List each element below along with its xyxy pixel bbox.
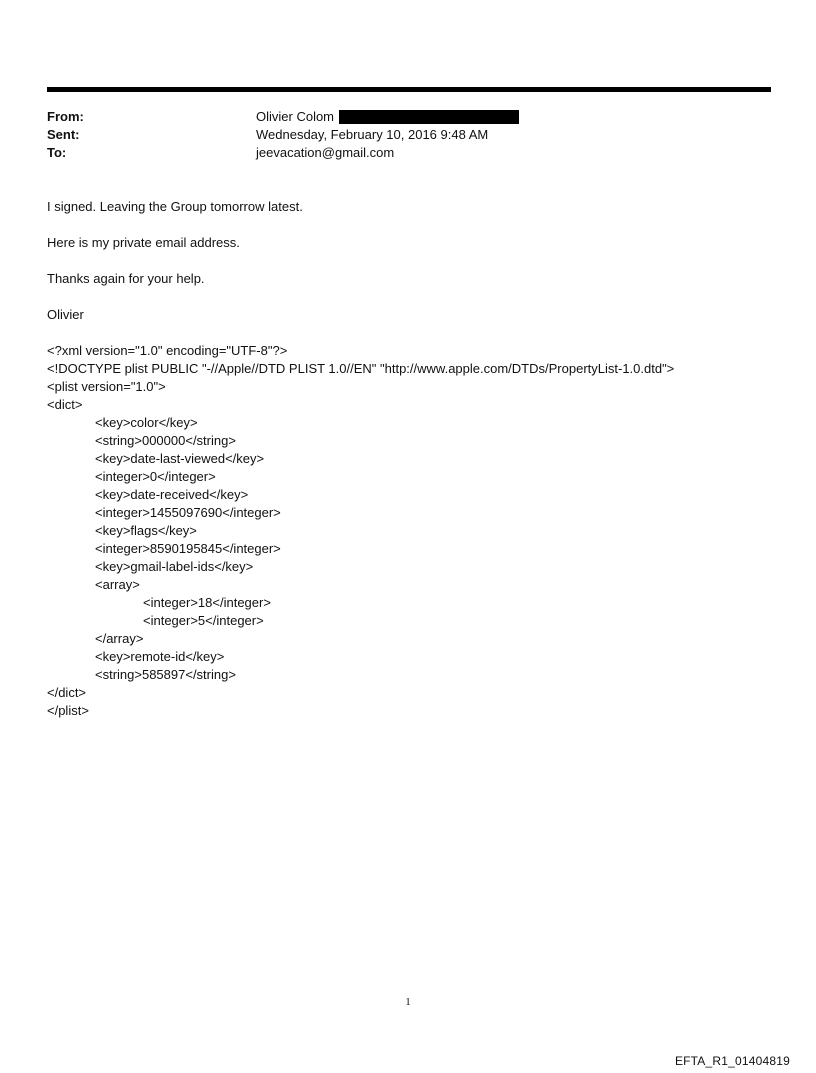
xml-line: </plist> bbox=[47, 703, 89, 718]
from-value-wrap bbox=[256, 108, 519, 126]
xml-line: <integer>1455097690</integer> bbox=[95, 505, 281, 520]
to-label: To: bbox=[47, 145, 67, 160]
sent-label: Sent: bbox=[47, 127, 80, 142]
xml-line: <plist version="1.0"> bbox=[47, 379, 166, 394]
xml-line: <array> bbox=[95, 577, 140, 592]
body-paragraph: Here is my private email address. bbox=[47, 235, 240, 250]
xml-line: <string>585897</string> bbox=[95, 667, 236, 682]
to-value: jeevacation@gmail.com bbox=[256, 145, 395, 160]
from-row bbox=[47, 108, 747, 126]
xml-line: <integer>0</integer> bbox=[95, 469, 216, 484]
xml-line: <key>date-received</key> bbox=[95, 487, 249, 502]
xml-line: </array> bbox=[95, 631, 144, 646]
header-divider bbox=[47, 87, 771, 92]
xml-line: <key>remote-id</key> bbox=[95, 649, 225, 664]
from-value: Olivier Colom bbox=[256, 109, 335, 124]
xml-line: <integer>5</integer> bbox=[143, 613, 264, 628]
xml-line: <integer>8590195845</integer> bbox=[95, 541, 281, 556]
email-header bbox=[47, 108, 747, 162]
xml-line: <key>gmail-label-ids</key> bbox=[95, 559, 254, 574]
xml-line: <key>date-last-viewed</key> bbox=[95, 451, 265, 466]
xml-line: <?xml version="1.0" encoding="UTF-8"?> bbox=[47, 343, 288, 358]
page-number: 1 bbox=[405, 996, 411, 1008]
xml-line: <key>flags</key> bbox=[95, 523, 197, 538]
xml-line: <!DOCTYPE plist PUBLIC "-//Apple//DTD PLIST 1.0//EN" "http://www.apple.com/DTDs/PropertyList-1.0.dtd"> bbox=[47, 361, 675, 376]
xml-line: </dict> bbox=[47, 685, 87, 700]
xml-line: <dict> bbox=[47, 397, 83, 412]
redaction-block bbox=[339, 110, 519, 124]
xml-line: <key>color</key> bbox=[95, 415, 198, 430]
from-label: From: bbox=[47, 109, 84, 124]
document-id: EFTA_R1_01404819 bbox=[674, 1054, 790, 1068]
signature: Olivier bbox=[47, 307, 84, 322]
sent-row bbox=[47, 126, 747, 144]
body-paragraph: Thanks again for your help. bbox=[47, 271, 205, 286]
to-row bbox=[47, 144, 747, 162]
email-body bbox=[47, 198, 303, 342]
sent-value: Wednesday, February 10, 2016 9:48 AM bbox=[256, 127, 489, 142]
plist-xml-block bbox=[47, 342, 674, 720]
xml-line: <integer>18</integer> bbox=[143, 595, 271, 610]
xml-line: <string>000000</string> bbox=[95, 433, 236, 448]
body-paragraph: I signed. Leaving the Group tomorrow latest. bbox=[47, 199, 303, 214]
